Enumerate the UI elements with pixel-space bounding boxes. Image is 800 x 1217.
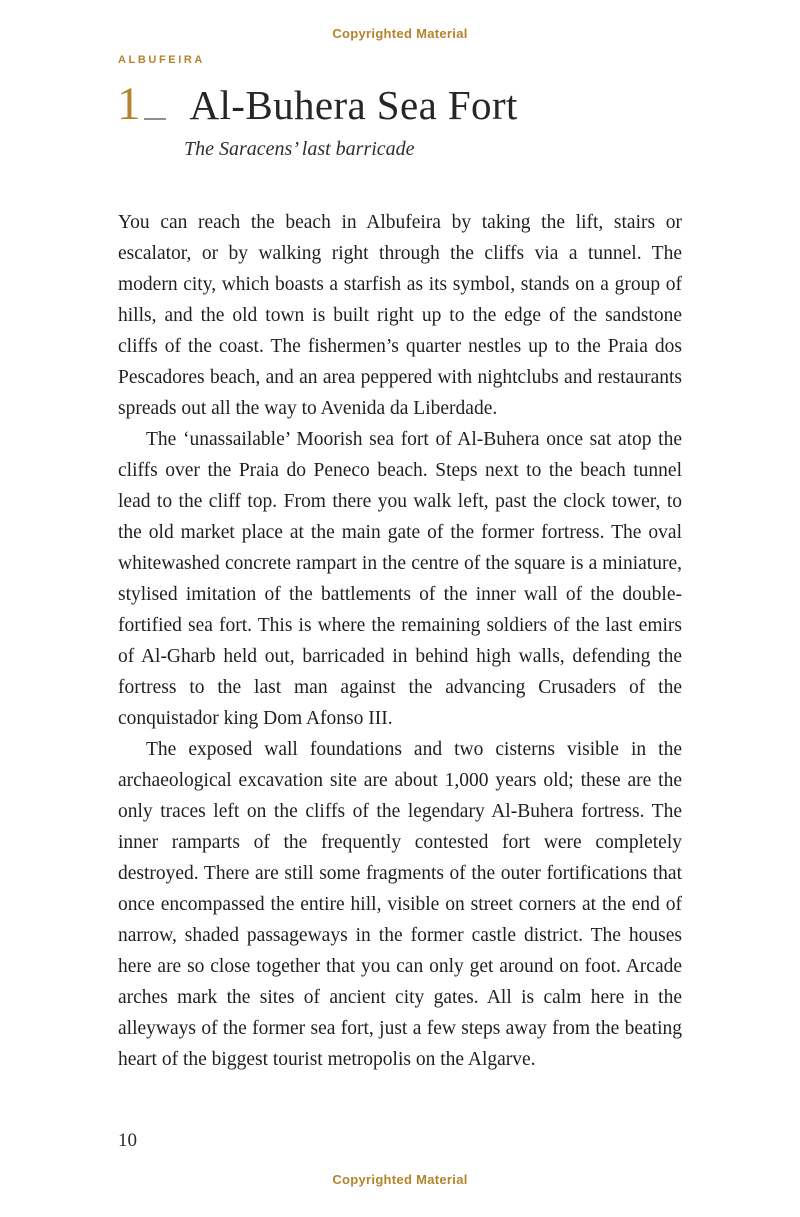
chapter-number-rule [144, 118, 166, 120]
page-number: 10 [118, 1130, 137, 1151]
copyright-notice-top: Copyrighted Material [332, 26, 468, 41]
paragraph-2: The ‘unassailable’ Moorish sea fort of Al-Buhera once sat atop the cliffs over the Praia do Peneco beach. Steps next to the beach tunnel lead to the cliff top. From there you walk left, past the clock tower, to the old market place at the main gate of the former fortress. The oval whitewashed concrete rampart in the centre of the square is a miniature, stylised imitation of the battlements of the inner wall of the double-fortified sea fort. This is where the remaining soldiers of the last emirs of Al-Gharb held out, barricaded in behind high walls, defending the fortress to the last man against the advancing Crusaders of the conquistador king Dom Afonso III. [118, 429, 682, 729]
paragraph-1: You can reach the beach in Albufeira by taking the lift, stairs or escalator, or by walking right through the cliffs via a tunnel. The modern city, which boasts a starfish as its symbol, stands on a group of hills, and the old town is built right up to the edge of the sandstone cliffs of the coast. The fishermen’s quarter nestles up to the Praia dos Pescadores beach, and an area peppered with nightclubs and restaurants spreads out all the way to Avenida da Liberdade. [118, 212, 682, 419]
paragraph-3: The exposed wall foundations and two cisterns visible in the archaeological excavation site are about 1,000 years old; these are the only traces left on the cliffs of the legendary Al-Buhera fortress. The inner ramparts of the frequently contested fort were completely destroyed. There are still some fragments of the outer fortifications that once encompassed the entire hill, visible on street corners at the end of narrow, shaded passageways in the former castle district. The houses here are so close together that you can only get around on foot. Arcade arches mark the sites of ancient city gates. All is calm here in the alleyways of the former sea fort, just a few steps away from the beating heart of the biggest tourist metropolis on the Algarve. [118, 739, 682, 1070]
chapter-title-row [117, 80, 518, 129]
location-label: ALBUFEIRA [118, 54, 205, 66]
chapter-subtitle: The Saracens’ last barricade [184, 138, 415, 160]
copyright-notice-bottom: Copyrighted Material [332, 1172, 468, 1187]
chapter-title: Al-Buhera Sea Fort [189, 82, 518, 128]
body-text [118, 207, 682, 1075]
chapter-number: 1 [117, 78, 141, 130]
